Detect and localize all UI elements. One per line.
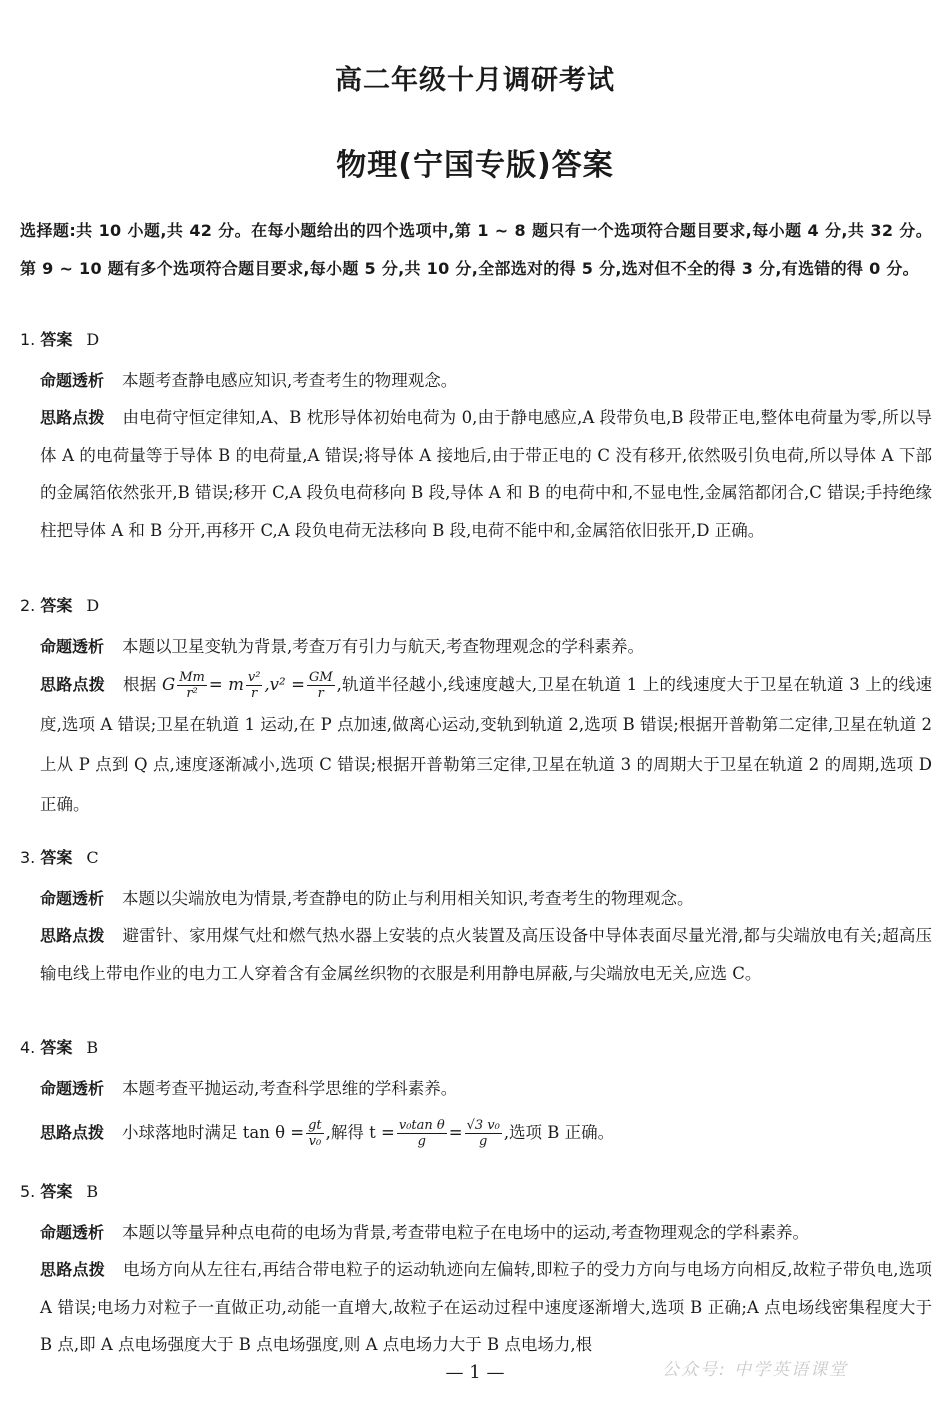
formula-fraction: $\frac{Mm}{\text{r²}}$ — [179, 670, 205, 701]
formula-eq: = — [448, 1123, 463, 1142]
formula-fraction: $\frac{\text{v₀tan θ}}{g}$ — [398, 1118, 445, 1149]
thinking-row — [20, 917, 932, 992]
formula-mid: = m — [208, 675, 244, 694]
insight-text: 本题考查静电感应知识,考查考生的物理观念。 — [122, 371, 458, 390]
thinking-row — [20, 665, 932, 825]
question-number: 2. — [20, 596, 36, 615]
question-number: 1. — [20, 330, 36, 349]
watermark: 公众号: 中学英语课堂 — [662, 1360, 849, 1380]
question-number: 5. — [20, 1182, 36, 1201]
insight-label: 命题透析 — [40, 371, 105, 390]
thinking-text: ,轨道半径越小,线速度越大,卫星在轨道 1 上的线速度大于卫星在轨道 3 上的线速度,选项 A 错误;卫星在轨道 1 运动,在 P 点加速,做离心运动,变轨到轨道 2,选项 B 错误;根据开普勒第二定律,卫星在轨道 2 上从 P 点到 Q 点,速度逐渐减小,选项 C 错误;根据开普勒第三定律,卫星在轨道 3 的周期大于卫星在轨道 2 的周期,选项 D 正确。 — [40, 675, 933, 814]
answer-value: D — [86, 596, 100, 615]
insight-row — [20, 880, 932, 917]
answer-line — [20, 330, 932, 350]
exam-title: 高二年级十月调研考试 — [335, 65, 615, 96]
insight-label: 命题透析 — [40, 1079, 105, 1098]
answer-label: 答案 — [40, 1038, 73, 1057]
thinking-text: ,选项 B 正确。 — [503, 1123, 615, 1142]
formula-fraction: $\frac{GM}{r}$ — [308, 670, 333, 701]
question-1 — [20, 330, 932, 549]
thinking-text: 电场方向从左往右,再结合带电粒子的运动轨迹向左偏转,即粒子的受力方向与电场方向相反,故粒子带负电,选项 A 错误;电场力对粒子一直做正功,动能一直增大,故粒子在运动过程中速度逐渐增大,选项 B 正确;A 点电场线密集程度大于 B 点,即 A 点电场强度大于 B 点电场强度,则 A 点电场力大于 B 点电场力,根 — [40, 1260, 932, 1354]
thinking-row — [20, 399, 932, 549]
thinking-label: 思路点拨 — [40, 1260, 106, 1279]
answer-label: 答案 — [40, 848, 73, 867]
insight-text: 本题以等量异种点电荷的电场为背景,考查带电粒子在电场中的运动,考查物理观念的学科素养。 — [122, 1223, 810, 1242]
page-number: — 1 — — [445, 1362, 505, 1383]
formula-fraction: $\frac{gt}{\text{v₀}}$ — [308, 1118, 322, 1149]
formula-fraction: $\frac{\text{v²}}{r}$ — [247, 670, 261, 701]
insight-label: 命题透析 — [40, 1223, 105, 1242]
thinking-pre: 小球落地时满足 tan θ = — [122, 1123, 305, 1142]
answer-line — [20, 596, 932, 616]
formula-mid: ,解得 t = — [325, 1123, 395, 1142]
thinking-pre: 根据 — [123, 675, 157, 694]
thinking-row — [20, 1251, 932, 1364]
thinking-label: 思路点拨 — [40, 926, 105, 945]
question-3 — [20, 848, 932, 992]
answer-value: D — [86, 330, 100, 349]
instructions: 选择题:共 10 小题,共 42 分。在每小题给出的四个选项中,第 1 ~ 8 题只有一个选项符合题目要求,每小题 4 分,共 32 分。第 9 ~ 10 题有多个选项符合题目要求,每小题 5 分,共 10 分,全部选对的得 5 分,选对但不全的得 3 分,有选错的得 0 分。 — [20, 221, 932, 278]
insight-text: 本题考查平抛运动,考查科学思维的学科素养。 — [122, 1079, 458, 1098]
thinking-text: 避雷针、家用煤气灶和燃气热水器上安装的点火装置及高压设备中导体表面尽量光滑,都与尖端放电有关;超高压输电线上带电作业的电力工人穿着含有金属丝织物的衣服是利用静电屏蔽,与尖端放电无关,应选 C。 — [40, 926, 932, 983]
answer-value: B — [86, 1182, 99, 1201]
thinking-label: 思路点拨 — [40, 408, 105, 427]
insight-row — [20, 1070, 932, 1107]
insight-label: 命题透析 — [40, 889, 105, 908]
answer-label: 答案 — [40, 330, 73, 349]
answer-line — [20, 1038, 932, 1058]
insight-row — [20, 628, 932, 665]
answer-line — [20, 848, 932, 868]
insight-text: 本题以卫星变轨为背景,考查万有引力与航天,考查物理观念的学科素养。 — [122, 637, 645, 656]
formula-fraction: $\frac{\text{√3 v₀}}{g}$ — [466, 1118, 500, 1149]
insight-label: 命题透析 — [40, 637, 105, 656]
answer-value: C — [86, 848, 99, 867]
question-5 — [20, 1182, 932, 1364]
question-2 — [20, 596, 932, 825]
answer-value: B — [86, 1038, 99, 1057]
insight-row — [20, 1214, 932, 1251]
insight-row — [20, 362, 932, 399]
question-4 — [20, 1038, 932, 1155]
formula-sep: ,v² = — [264, 675, 305, 694]
question-number: 3. — [20, 848, 36, 867]
thinking-text: 由电荷守恒定律知,A、B 枕形导体初始电荷为 0,由于静电感应,A 段带负电,B 段带正电,整体电荷量为零,所以导体 A 的电荷量等于导体 B 的电荷量,A 错误;将导体 A 接地后,由于带正电的 C 没有移开,依然吸引负电荷,所以导体 A 下部的金属箔依然张开,B 错误;移开 C,A 段负电荷移向 B 段,导体 A 和 B 的电荷中和,不显电性,金属箔都闭合,C 错误;手持绝缘柱把导体 A 和 B 分开,再移开 C,A 段负电荷无法移向 B 段,电荷不能中和,金属箔依旧张开,D 正确。 — [40, 408, 932, 540]
answer-subtitle: 物理(宁国专版)答案 — [336, 148, 614, 183]
thinking-label: 思路点拨 — [40, 1123, 105, 1142]
thinking-row — [20, 1111, 932, 1155]
formula-g: G — [162, 675, 176, 694]
thinking-label: 思路点拨 — [40, 675, 106, 694]
question-number: 4. — [20, 1038, 36, 1057]
answer-line — [20, 1182, 932, 1202]
insight-text: 本题以尖端放电为情景,考查静电的防止与利用相关知识,考查考生的物理观念。 — [122, 889, 694, 908]
answer-label: 答案 — [40, 1182, 73, 1201]
answer-label: 答案 — [40, 596, 73, 615]
